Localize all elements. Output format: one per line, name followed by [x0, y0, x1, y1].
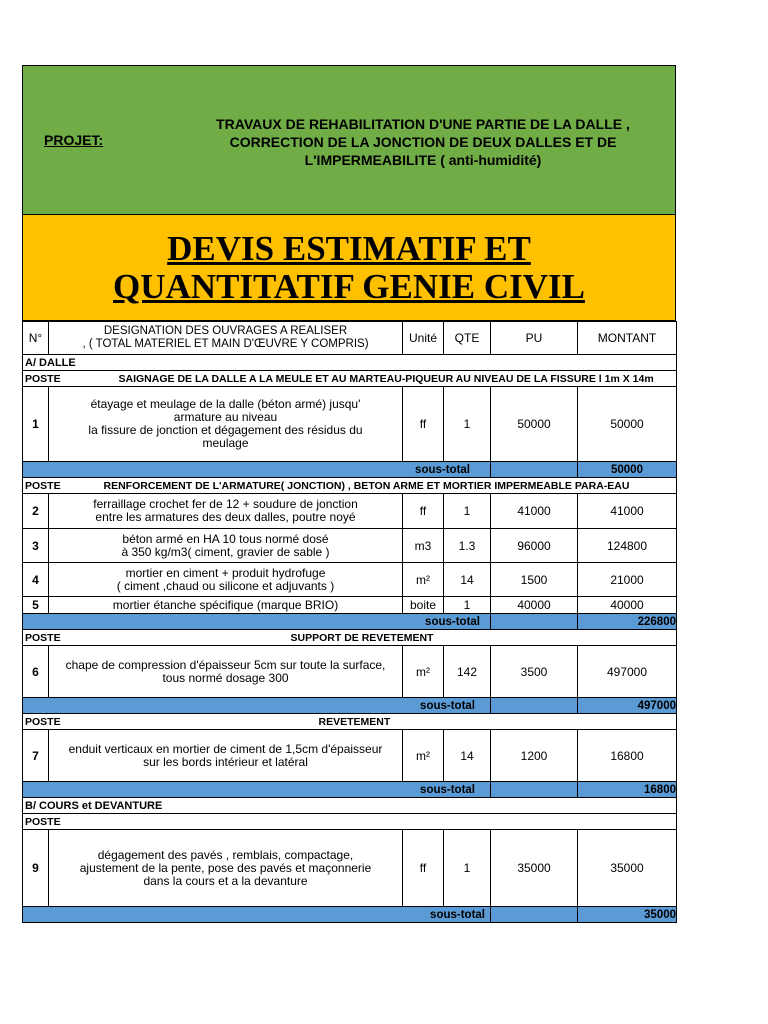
table-row [23, 597, 677, 614]
subtotal-blank [491, 698, 578, 714]
section-title: B/ COURS et DEVANTURE [23, 798, 677, 814]
header-designation-line: , ( TOTAL MATERIEL ET MAIN D'ŒUVRE Y COMPRIS) [82, 338, 369, 350]
poste-label: POSTE [25, 372, 61, 385]
section-title: A/ DALLE [23, 355, 677, 371]
item-num: 9 [23, 830, 49, 907]
item-qty: 142 [444, 646, 491, 698]
table-row [23, 646, 677, 698]
poste-row [23, 714, 677, 730]
project-line: TRAVAUX DE REHABILITATION D'UNE PARTIE DE LA DALLE , [216, 116, 630, 132]
item-num: 3 [23, 529, 49, 563]
item-num: 6 [23, 646, 49, 698]
item-unit: boite [403, 597, 444, 614]
subtotal-blank [23, 782, 49, 798]
poste-label-cell [23, 478, 630, 494]
item-designation [49, 494, 403, 529]
subtotal-row [23, 698, 677, 714]
poste-title: REVETEMENT [318, 715, 391, 728]
estimate-sheet [22, 65, 676, 923]
designation-line: meulage [202, 436, 249, 450]
subtotal-blank [23, 907, 49, 923]
subtotal-blank [23, 698, 49, 714]
table-row [23, 830, 677, 907]
poste-row [23, 814, 677, 830]
subtotal-label: sous-total [49, 614, 491, 630]
designation-line: ajustement de la pente, pose des pavés et maçonnerie [79, 860, 372, 875]
designation-line: mortier en ciment + produit hydrofuge [125, 565, 326, 580]
item-qty: 14 [444, 563, 491, 597]
header-designation-line: DESIGNATION DES OUVRAGES A REALISER [103, 325, 348, 337]
item-pu: 40000 [491, 597, 578, 614]
designation-line: béton armé en HA 10 tous normé dosé [122, 531, 329, 546]
designation-line: enduit verticaux en mortier de ciment de 1,5cm d'épaisseur [68, 741, 383, 756]
item-amount: 497000 [578, 646, 677, 698]
project-label: PROJET: [44, 132, 104, 148]
item-num: 7 [23, 730, 49, 782]
designation-line: ( ciment ,chaud ou silicone et adjuvants ) [116, 578, 335, 593]
item-qty: 14 [444, 730, 491, 782]
document-title [22, 215, 676, 321]
subtotal-row [23, 907, 677, 923]
project-line: CORRECTION DE LA JONCTION DE DEUX DALLES ET DE [229, 134, 617, 150]
poste-title: SUPPORT DE REVETEMENT [290, 631, 434, 644]
poste-title: SAIGNAGE DE LA DALLE A LA MEULE ET AU MARTEAU-PIQUEUR AU NIVEAU DE LA FISSURE l 1m X 14m [118, 372, 654, 385]
section-row [23, 355, 677, 371]
poste-filler [403, 714, 677, 730]
subtotal-label: sous-total [49, 907, 491, 923]
item-qty: 1 [444, 830, 491, 907]
subtotal-blank [491, 614, 578, 630]
poste-row [23, 478, 677, 494]
poste-label-cell [23, 714, 403, 730]
table-row [23, 529, 677, 563]
poste-label-cell [23, 814, 403, 830]
item-designation [49, 529, 403, 563]
header-amount: MONTANT [578, 322, 677, 355]
designation-line: armature au niveau [173, 410, 278, 424]
item-qty: 1.3 [444, 529, 491, 563]
project-description [163, 115, 683, 169]
item-designation [49, 830, 403, 907]
table-row [23, 387, 677, 462]
item-amount: 124800 [578, 529, 677, 563]
designation-line: la fissure de jonction et dégagement des résidus du [88, 423, 363, 437]
header-unit: Unité [403, 322, 444, 355]
poste-label: POSTE [25, 631, 61, 644]
table-row [23, 730, 677, 782]
item-unit: m3 [403, 529, 444, 563]
header-pu: PU [491, 322, 578, 355]
designation-line: ferraillage crochet fer de 12 + soudure de jonction [93, 497, 358, 511]
subtotal-amount: 35000 [578, 907, 677, 923]
header-designation [49, 322, 403, 355]
item-qty: 1 [444, 597, 491, 614]
item-pu: 1200 [491, 730, 578, 782]
poste-row [23, 630, 677, 646]
item-pu: 41000 [491, 494, 578, 529]
designation-line: à 350 kg/m3( ciment, gravier de sable ) [121, 544, 330, 559]
title-line: QUANTITATIF GENIE CIVIL [113, 266, 585, 306]
designation-line: dégagement des pavés , remblais, compactage, [97, 847, 354, 862]
item-designation [49, 597, 403, 614]
designation-line: entre les armatures des deux dalles, poutre noyé [95, 510, 356, 524]
item-amount: 21000 [578, 563, 677, 597]
item-unit: m² [403, 563, 444, 597]
item-designation [49, 646, 403, 698]
header-num: N° [23, 322, 49, 355]
table-header-row [23, 322, 677, 355]
poste-title: RENFORCEMENT DE L'ARMATURE( JONCTION) , BETON ARME ET MORTIER IMPERMEABLE PARA-EAU [103, 479, 630, 492]
title-line: DEVIS ESTIMATIF ET [167, 228, 531, 268]
item-amount: 16800 [578, 730, 677, 782]
table-row [23, 563, 677, 597]
subtotal-amount: 226800 [578, 614, 677, 630]
poste-label: POSTE [25, 479, 61, 492]
subtotal-amount: 16800 [578, 782, 677, 798]
table-row [23, 494, 677, 529]
item-pu: 50000 [491, 387, 578, 462]
item-unit: ff [403, 494, 444, 529]
designation-line: tous normé dosage 300 [162, 670, 289, 685]
subtotal-blank [23, 462, 49, 478]
subtotal-row [23, 614, 677, 630]
poste-label: POSTE [25, 815, 61, 828]
subtotal-amount: 497000 [578, 698, 677, 714]
designation-line: dans la cours et a la devanture [143, 873, 308, 888]
subtotal-label: sous-total [49, 698, 491, 714]
subtotal-blank [491, 907, 578, 923]
poste-row [23, 371, 677, 387]
item-designation [49, 563, 403, 597]
project-banner [22, 65, 676, 215]
item-unit: ff [403, 830, 444, 907]
poste-filler [403, 814, 677, 830]
item-pu: 35000 [491, 830, 578, 907]
item-qty: 1 [444, 494, 491, 529]
subtotal-blank [491, 462, 578, 478]
item-designation [49, 730, 403, 782]
subtotal-blank [23, 614, 49, 630]
item-unit: m² [403, 646, 444, 698]
subtotal-amount: 50000 [578, 462, 677, 478]
item-unit: m² [403, 730, 444, 782]
project-line: L'IMPERMEABILITE ( anti-humidité) [304, 152, 542, 168]
item-num: 2 [23, 494, 49, 529]
designation-line: mortier étanche spécifique (marque BRIO) [112, 597, 339, 612]
designation-line: sur les bords intérieur et latéral [143, 754, 308, 769]
item-amount: 35000 [578, 830, 677, 907]
subtotal-blank [491, 782, 578, 798]
subtotal-label: sous-total [49, 462, 491, 478]
subtotal-row [23, 782, 677, 798]
poste-label-cell [23, 371, 654, 387]
poste-label-cell [23, 630, 434, 646]
designation-line: chape de compression d'épaisseur 5cm sur toute la surface, [65, 657, 386, 672]
item-pu: 1500 [491, 563, 578, 597]
item-pu: 3500 [491, 646, 578, 698]
item-num: 1 [23, 387, 49, 462]
item-unit: ff [403, 387, 444, 462]
poste-filler [403, 630, 677, 646]
poste-label: POSTE [25, 715, 61, 728]
item-num: 4 [23, 563, 49, 597]
item-amount: 40000 [578, 597, 677, 614]
header-qty: QTE [444, 322, 491, 355]
item-designation [49, 387, 403, 462]
subtotal-label: sous-total [49, 782, 491, 798]
estimate-table [22, 321, 677, 923]
item-num: 5 [23, 597, 49, 614]
section-row [23, 798, 677, 814]
item-qty: 1 [444, 387, 491, 462]
item-amount: 50000 [578, 387, 677, 462]
subtotal-row [23, 462, 677, 478]
item-pu: 96000 [491, 529, 578, 563]
designation-line: étayage et meulage de la dalle (béton armé) jusqu' [90, 397, 361, 411]
item-amount: 41000 [578, 494, 677, 529]
